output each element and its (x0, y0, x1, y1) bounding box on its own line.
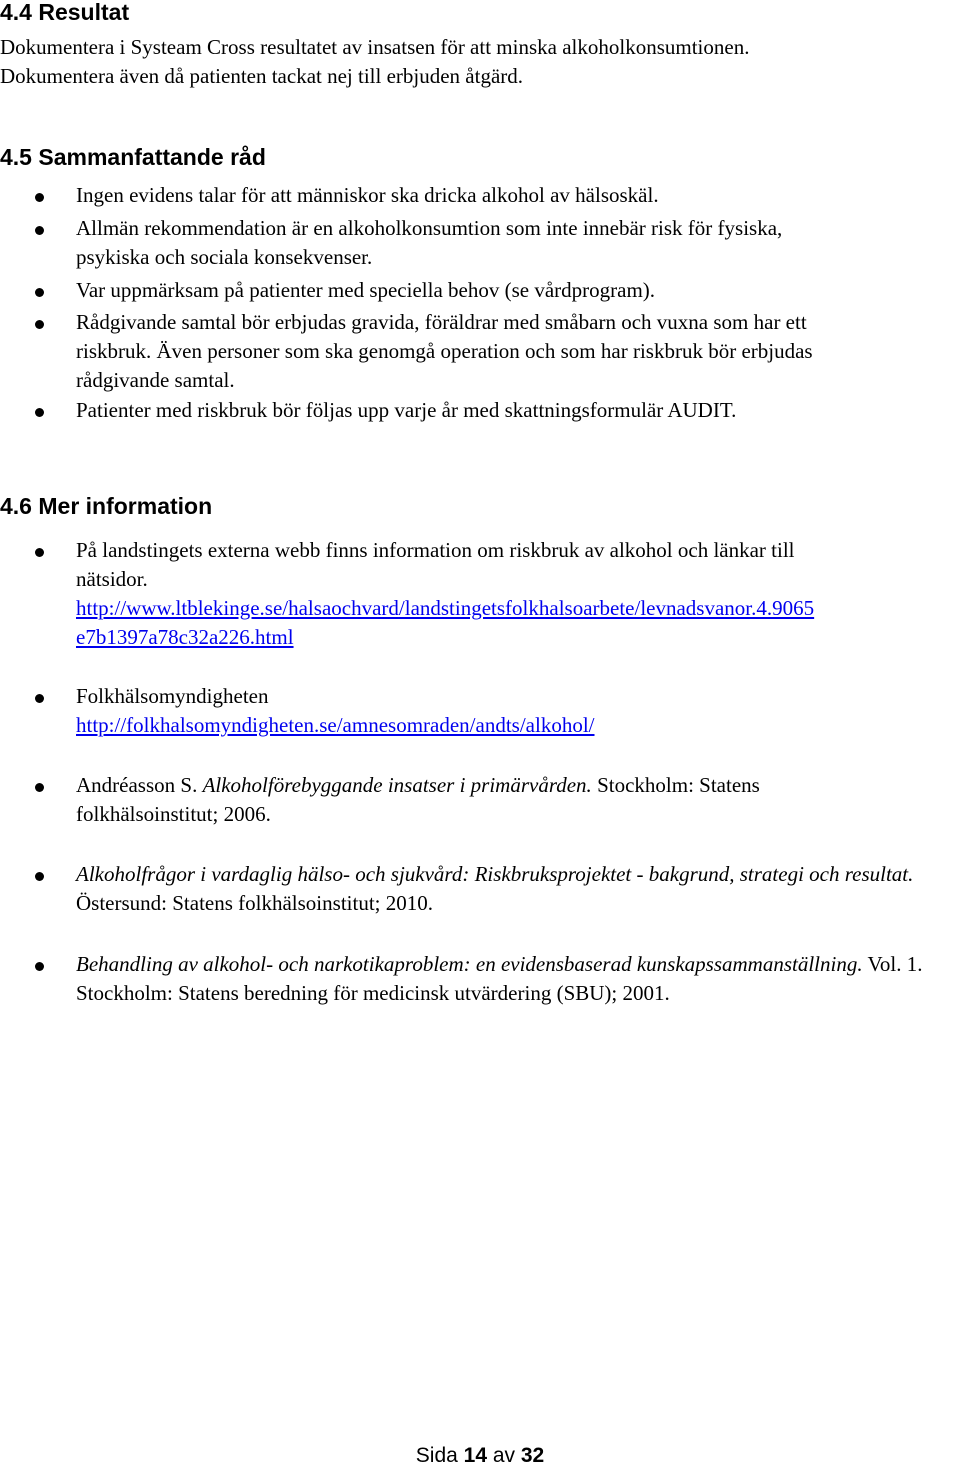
text-line: Var uppmärksam på patienter med speciella behov (se vårdprogram). (76, 278, 656, 302)
bullet-icon (35, 288, 44, 297)
bullet-icon (35, 694, 44, 703)
text-line: folkhälsoinstitut; 2006. (76, 802, 271, 826)
text-line: Allmän rekommendation är en alkoholkonsumtion som inte innebär risk för fysiska, (76, 216, 783, 240)
bullet-icon (35, 226, 44, 235)
reference-title: Alkoholförebyggande insatser i primärvården. (202, 773, 592, 797)
total-pages-number: 32 (520, 1444, 545, 1467)
text-line: psykiska och sociala konsekvenser. (76, 245, 373, 269)
page-footer (0, 1442, 960, 1470)
bullet-icon (35, 193, 44, 202)
resultat-paragraph (0, 33, 749, 91)
reference-publisher: Stockholm: Statens (591, 773, 760, 797)
text-line: Stockholm: Statens beredning för medicinsk utvärdering (SBU); 2001. (76, 981, 670, 1005)
bullet-icon (35, 548, 44, 557)
text-line: rådgivande samtal. (76, 368, 235, 392)
bullet-icon (35, 408, 44, 417)
reference-title: Alkoholfrågor i vardaglig hälso- och sjukvård: Riskbruksprojektet - bakgrund, strategi och resultat. (76, 862, 914, 886)
bullet-icon (35, 872, 44, 881)
text-line: Östersund: Statens folkhälsoinstitut; 2010. (76, 891, 433, 915)
text-line: Patienter med riskbruk bör följas upp varje år med skattningsformulär AUDIT. (76, 398, 737, 422)
reference-line (76, 950, 923, 979)
text-line: riskbruk. Även personer som ska genomgå operation och som har riskbruk bör erbjudas (76, 339, 813, 363)
text-line: Folkhälsomyndigheten (76, 684, 269, 708)
bullet-icon (35, 962, 44, 971)
current-page-number: 14 (463, 1444, 487, 1467)
ltblekinge-link[interactable] (76, 594, 814, 652)
link-line[interactable]: e7b1397a78c32a226.html (76, 625, 294, 649)
reference-author: Andréasson S. (76, 773, 203, 797)
heading-resultat: 4.4 Resultat (0, 0, 130, 25)
text-line: På landstingets externa webb finns information om riskbruk av alkohol och länkar till (76, 538, 795, 562)
reference-volume: Vol. 1. (862, 952, 923, 976)
text-line: Dokumentera även då patienten tackat nej till erbjuden åtgärd. (0, 64, 524, 88)
text-line: Rådgivande samtal bör erbjudas gravida, föräldrar med småbarn och vuxna som har ett (76, 310, 807, 334)
link-line[interactable]: http://www.ltblekinge.se/halsaochvard/landstingetsfolkhalsoarbete/levnadsvanor.4.9065 (76, 596, 815, 620)
heading-mer-information: 4.6 Mer information (0, 493, 213, 519)
footer-middle: av (487, 1444, 521, 1467)
reference-title: Behandling av alkohol- och narkotikaproblem: en evidensbaserad kunskapssammanställning. (76, 952, 863, 976)
bullet-icon (35, 320, 44, 329)
text-line: nätsidor. (76, 567, 148, 591)
heading-sammanfattande-rad: 4.5 Sammanfattande råd (0, 144, 266, 170)
folkhalsomyndigheten-link[interactable]: http://folkhalsomyndigheten.se/amnesomraden/andts/alkohol/ (76, 713, 595, 737)
footer-prefix: Sida (415, 1444, 464, 1467)
text-line: Ingen evidens talar för att människor ska dricka alkohol av hälsoskäl. (76, 183, 659, 207)
text-line: Dokumentera i Systeam Cross resultatet av insatsen för att minska alkoholkonsumtionen. (0, 35, 750, 59)
bullet-icon (35, 783, 44, 792)
reference-line (76, 860, 913, 889)
reference-line (76, 771, 760, 800)
